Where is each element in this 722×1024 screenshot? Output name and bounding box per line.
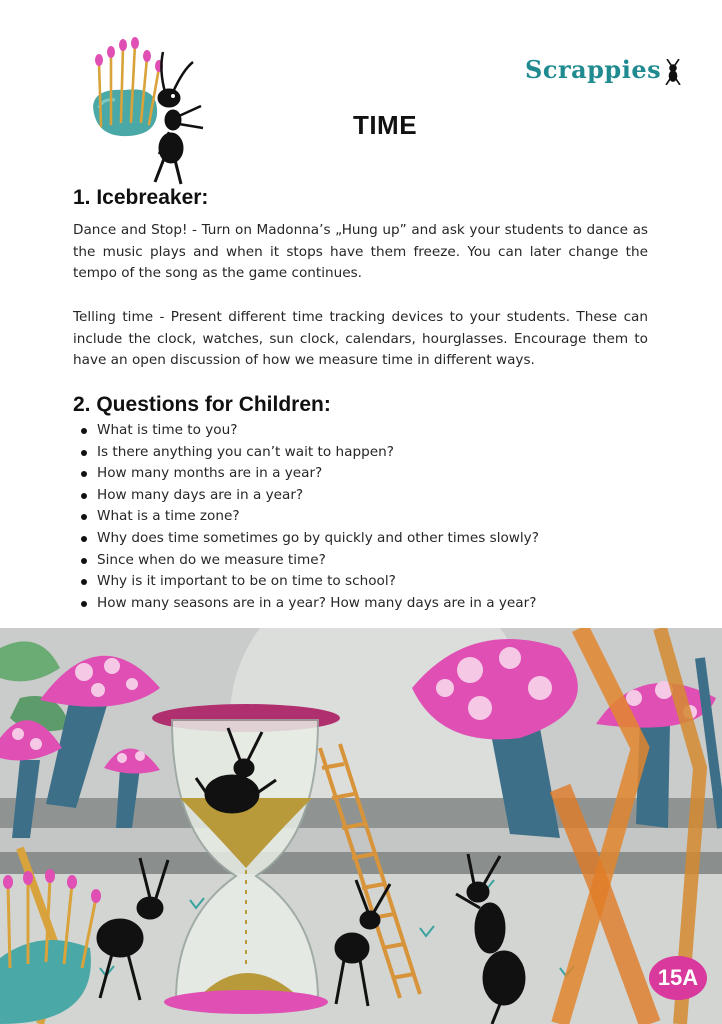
icebreaker-heading: 1. Icebreaker:: [73, 186, 209, 209]
question-text: What is a time zone?: [97, 508, 240, 525]
list-item: [78, 550, 658, 572]
bullet-icon: [81, 558, 87, 564]
questions-heading: 2. Questions for Children:: [73, 393, 331, 416]
bullet-icon: [81, 428, 87, 434]
questions-list: [78, 420, 658, 614]
page-number-badge: 15A: [649, 956, 707, 1000]
bullet-icon: [81, 514, 87, 520]
list-item: [78, 442, 658, 464]
scrappies-logo: [523, 55, 685, 89]
list-item: [78, 593, 658, 615]
page-title: TIME: [352, 110, 418, 140]
list-item: [78, 571, 658, 593]
question-text: Since when do we measure time?: [97, 551, 326, 568]
list-item: [78, 463, 658, 485]
bullet-icon: [81, 536, 87, 542]
list-item: [78, 506, 658, 528]
question-text: Why does time sometimes go by quickly and other times slowly?: [97, 529, 539, 546]
question-text: What is time to you?: [97, 422, 238, 438]
icebreaker-paragraph-telling-time: Telling time - Present different time tracking devices to your students. These can include the clock, watches, sun clock, calendars, hourglasses. Encourage them to have an open discussion of how we measure time in different ways.: [73, 309, 648, 368]
hourglass-ants-illustration: [0, 628, 722, 1024]
question-text: How many days are in a year?: [97, 486, 304, 503]
ant-icon: [663, 59, 683, 85]
bullet-icon: [81, 493, 87, 499]
bullet-icon: [81, 601, 87, 607]
bullet-icon: [81, 579, 87, 585]
question-text: Why is it important to be on time to school?: [97, 573, 396, 590]
list-item: [78, 420, 658, 442]
icebreaker-paragraph-dance: Dance and Stop! - Turn on Madonna’s „Hung up” and ask your students to dance as the music plays and when it stops have them freeze. You can later change the tempo of the song as the game continues.: [73, 222, 648, 281]
question-text: How many months are in a year?: [97, 465, 323, 482]
question-text: How many seasons are in a year? How many days are in a year?: [97, 594, 537, 611]
list-item: [78, 528, 658, 550]
list-item: [78, 485, 658, 507]
bullet-icon: [81, 450, 87, 456]
logo-text: Scrappies: [525, 55, 662, 84]
question-text: Is there anything you can’t wait to happen?: [97, 443, 394, 460]
bullet-icon: [81, 471, 87, 477]
